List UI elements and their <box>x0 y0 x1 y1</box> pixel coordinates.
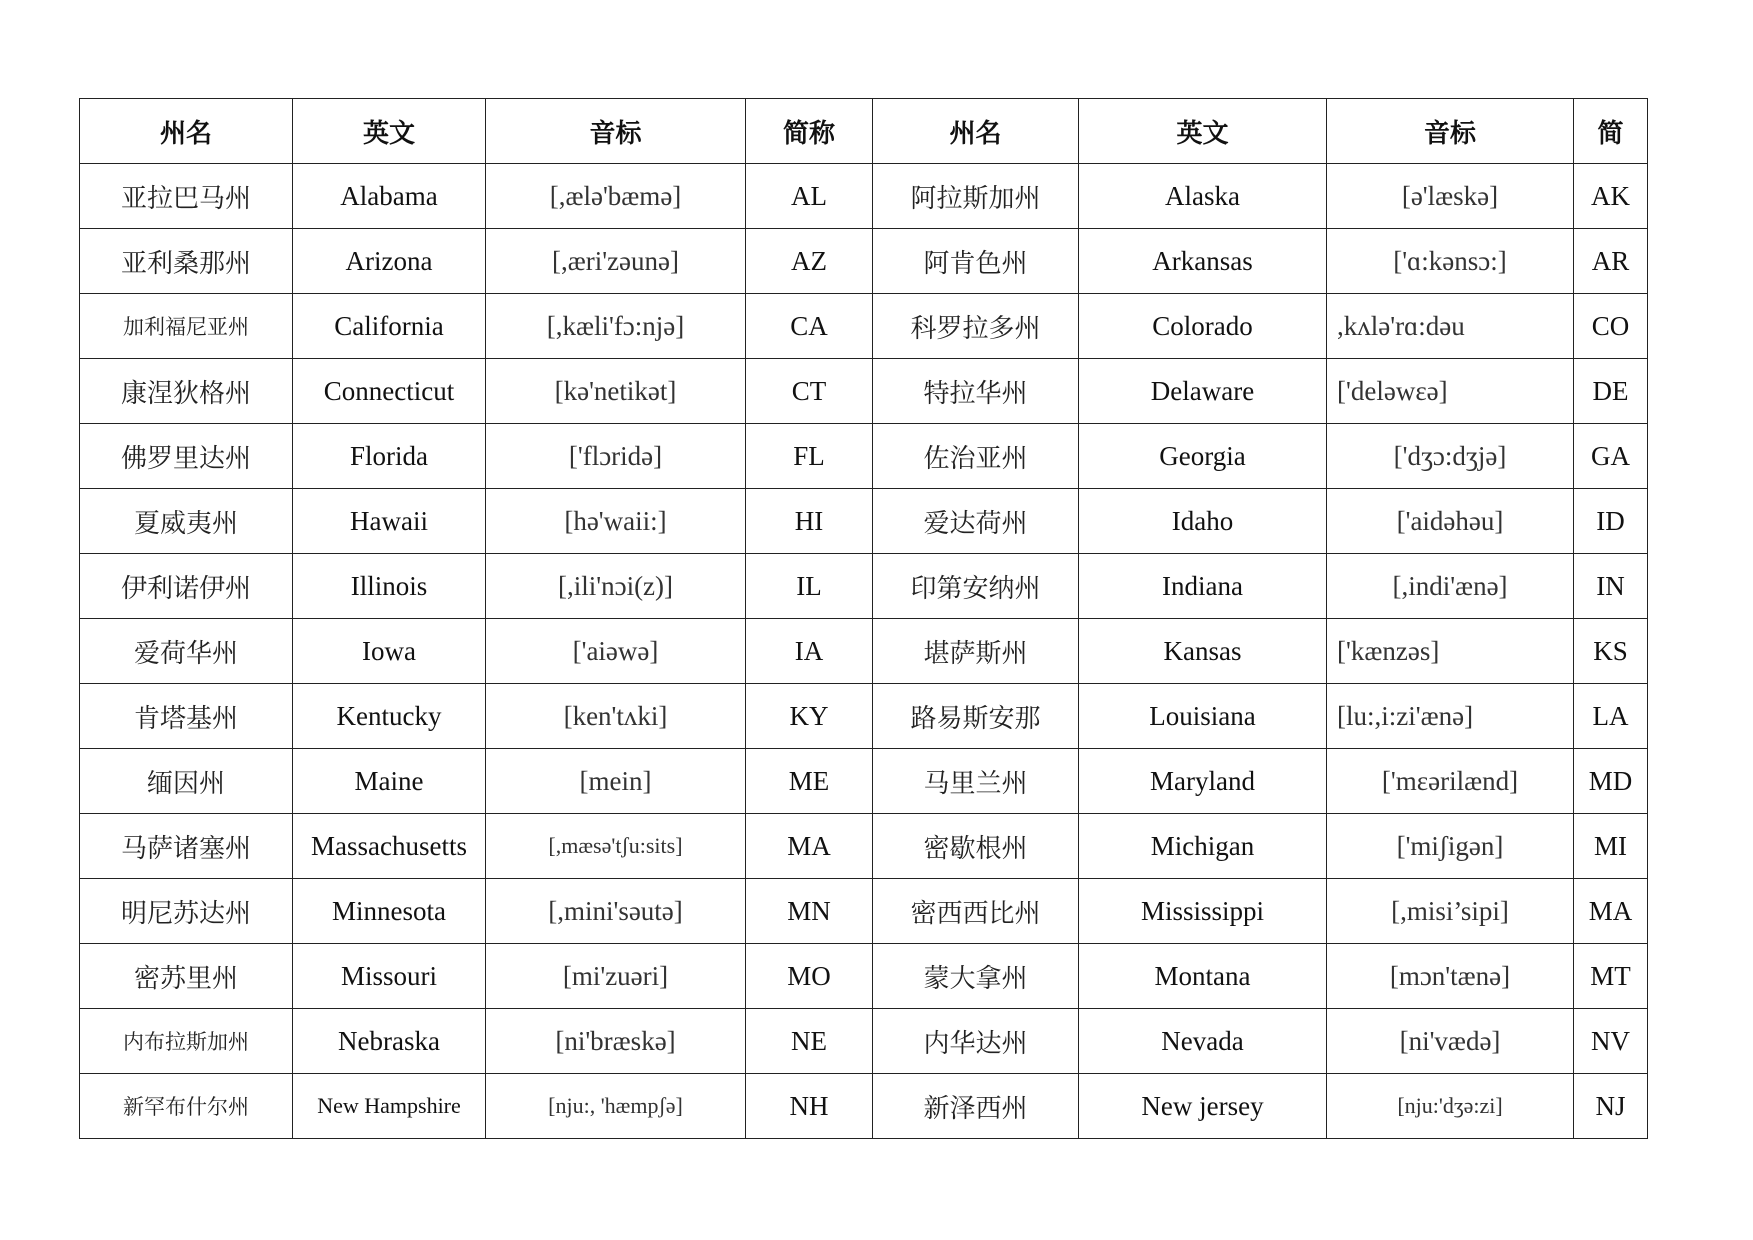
phonetic-cell: [ni'bræskə] <box>486 1009 746 1074</box>
state-en-cell: Nevada <box>1079 1009 1327 1074</box>
state-en-cell: Illinois <box>293 554 486 619</box>
header-state-en: 英文 <box>1079 99 1327 164</box>
phonetic-cell: [,æri'zəunə] <box>486 229 746 294</box>
phonetic-cell: ['aidəhəu] <box>1327 489 1574 554</box>
state-cn-cell: 肯塔基州 <box>80 684 293 749</box>
table-row <box>80 1009 1648 1074</box>
abbr-cell: NH <box>746 1074 873 1139</box>
state-en-cell: Maryland <box>1079 749 1327 814</box>
abbr-cell: NE <box>746 1009 873 1074</box>
table-row <box>80 359 1648 424</box>
state-en-cell: Missouri <box>293 944 486 1009</box>
state-cn-cell: 佛罗里达州 <box>80 424 293 489</box>
table-row <box>80 749 1648 814</box>
phonetic-cell: [,mæsə'tʃu:sits] <box>486 814 746 879</box>
table-row <box>80 229 1648 294</box>
table-row <box>80 814 1648 879</box>
abbr-cell: LA <box>1574 684 1648 749</box>
state-cn-cell: 路易斯安那 <box>873 684 1079 749</box>
abbr-cell: MI <box>1574 814 1648 879</box>
state-en-cell: Maine <box>293 749 486 814</box>
state-cn-cell: 马萨诸塞州 <box>80 814 293 879</box>
abbr-cell: NJ <box>1574 1074 1648 1139</box>
phonetic-cell: ['miʃigən] <box>1327 814 1574 879</box>
state-cn-cell: 新泽西州 <box>873 1074 1079 1139</box>
phonetic-cell: [,indi'ænə] <box>1327 554 1574 619</box>
state-cn-cell: 爱荷华州 <box>80 619 293 684</box>
abbr-cell: KY <box>746 684 873 749</box>
state-cn-cell: 阿拉斯加州 <box>873 164 1079 229</box>
abbr-cell: IL <box>746 554 873 619</box>
abbr-cell: ID <box>1574 489 1648 554</box>
phonetic-cell: ['aiəwə] <box>486 619 746 684</box>
phonetic-cell: [mi'zuəri] <box>486 944 746 1009</box>
state-en-cell: Alaska <box>1079 164 1327 229</box>
abbr-cell: MO <box>746 944 873 1009</box>
state-en-cell: Massachusetts <box>293 814 486 879</box>
phonetic-cell: [,ili'nɔi(z)] <box>486 554 746 619</box>
abbr-cell: NV <box>1574 1009 1648 1074</box>
abbr-cell: CO <box>1574 294 1648 359</box>
phonetic-cell: ['mɛərilænd] <box>1327 749 1574 814</box>
header-phonetic: 音标 <box>486 99 746 164</box>
phonetic-cell: [,misi’sipi] <box>1327 879 1574 944</box>
phonetic-cell: ['dʒɔ:dʒjə] <box>1327 424 1574 489</box>
state-en-cell: Nebraska <box>293 1009 486 1074</box>
state-en-cell: Michigan <box>1079 814 1327 879</box>
table-row <box>80 489 1648 554</box>
state-cn-cell: 夏威夷州 <box>80 489 293 554</box>
abbr-cell: CA <box>746 294 873 359</box>
header-row <box>80 99 1648 164</box>
state-en-cell: Connecticut <box>293 359 486 424</box>
abbr-cell: MA <box>1574 879 1648 944</box>
phonetic-cell: [,ælə'bæmə] <box>486 164 746 229</box>
header-abbr: 简 <box>1574 99 1648 164</box>
state-en-cell: Arizona <box>293 229 486 294</box>
phonetic-cell: [hə'waii:] <box>486 489 746 554</box>
state-cn-cell: 阿肯色州 <box>873 229 1079 294</box>
abbr-cell: AK <box>1574 164 1648 229</box>
phonetic-cell: [,kæli'fɔ:njə] <box>486 294 746 359</box>
state-cn-cell: 密西西比州 <box>873 879 1079 944</box>
state-cn-cell: 新罕布什尔州 <box>80 1074 293 1139</box>
state-cn-cell: 伊利诺伊州 <box>80 554 293 619</box>
abbr-cell: AL <box>746 164 873 229</box>
state-en-cell: Florida <box>293 424 486 489</box>
state-cn-cell: 内布拉斯加州 <box>80 1009 293 1074</box>
state-en-cell: New jersey <box>1079 1074 1327 1139</box>
abbr-cell: DE <box>1574 359 1648 424</box>
table-row <box>80 619 1648 684</box>
abbr-cell: MD <box>1574 749 1648 814</box>
state-cn-cell: 亚利桑那州 <box>80 229 293 294</box>
abbr-cell: AR <box>1574 229 1648 294</box>
abbr-cell: CT <box>746 359 873 424</box>
abbr-cell: MT <box>1574 944 1648 1009</box>
abbr-cell: MN <box>746 879 873 944</box>
header-abbr: 简称 <box>746 99 873 164</box>
state-en-cell: California <box>293 294 486 359</box>
state-cn-cell: 堪萨斯州 <box>873 619 1079 684</box>
phonetic-cell: [mein] <box>486 749 746 814</box>
table-row <box>80 424 1648 489</box>
state-en-cell: Alabama <box>293 164 486 229</box>
state-en-cell: Montana <box>1079 944 1327 1009</box>
us-states-table <box>79 98 1648 1139</box>
phonetic-cell: ['kænzəs] <box>1327 619 1574 684</box>
state-cn-cell: 佐治亚州 <box>873 424 1079 489</box>
header-state-cn: 州名 <box>80 99 293 164</box>
state-en-cell: Idaho <box>1079 489 1327 554</box>
phonetic-cell: [ni'vædə] <box>1327 1009 1574 1074</box>
state-en-cell: Kansas <box>1079 619 1327 684</box>
state-cn-cell: 康涅狄格州 <box>80 359 293 424</box>
abbr-cell: MA <box>746 814 873 879</box>
state-cn-cell: 蒙大拿州 <box>873 944 1079 1009</box>
abbr-cell: HI <box>746 489 873 554</box>
state-en-cell: Kentucky <box>293 684 486 749</box>
abbr-cell: AZ <box>746 229 873 294</box>
phonetic-cell: [nju:, 'hæmpʃə] <box>486 1074 746 1139</box>
state-cn-cell: 内华达州 <box>873 1009 1079 1074</box>
state-cn-cell: 亚拉巴马州 <box>80 164 293 229</box>
abbr-cell: IA <box>746 619 873 684</box>
state-cn-cell: 密苏里州 <box>80 944 293 1009</box>
state-en-cell: Indiana <box>1079 554 1327 619</box>
phonetic-cell: [ken'tʌki] <box>486 684 746 749</box>
state-cn-cell: 爱达荷州 <box>873 489 1079 554</box>
state-cn-cell: 明尼苏达州 <box>80 879 293 944</box>
state-en-cell: Colorado <box>1079 294 1327 359</box>
state-en-cell: Delaware <box>1079 359 1327 424</box>
phonetic-cell: [lu:,i:zi'ænə] <box>1327 684 1574 749</box>
state-en-cell: Georgia <box>1079 424 1327 489</box>
state-en-cell: Mississippi <box>1079 879 1327 944</box>
header-state-en: 英文 <box>293 99 486 164</box>
phonetic-cell: ['deləwɛə] <box>1327 359 1574 424</box>
table-row <box>80 164 1648 229</box>
header-phonetic: 音标 <box>1327 99 1574 164</box>
state-en-cell: Louisiana <box>1079 684 1327 749</box>
phonetic-cell: ,kʌlə'rɑ:dəu <box>1327 294 1574 359</box>
phonetic-cell: [,mini'səutə] <box>486 879 746 944</box>
state-cn-cell: 加利福尼亚州 <box>80 294 293 359</box>
table-row <box>80 294 1648 359</box>
table-row <box>80 684 1648 749</box>
phonetic-cell: [ə'læskə] <box>1327 164 1574 229</box>
table-row <box>80 879 1648 944</box>
state-cn-cell: 科罗拉多州 <box>873 294 1079 359</box>
abbr-cell: GA <box>1574 424 1648 489</box>
state-cn-cell: 印第安纳州 <box>873 554 1079 619</box>
abbr-cell: KS <box>1574 619 1648 684</box>
phonetic-cell: [kə'netikət] <box>486 359 746 424</box>
state-cn-cell: 缅因州 <box>80 749 293 814</box>
state-en-cell: New Hampshire <box>293 1074 486 1139</box>
table-row <box>80 554 1648 619</box>
state-en-cell: Hawaii <box>293 489 486 554</box>
phonetic-cell: [mɔn'tænə] <box>1327 944 1574 1009</box>
abbr-cell: ME <box>746 749 873 814</box>
abbr-cell: IN <box>1574 554 1648 619</box>
state-cn-cell: 马里兰州 <box>873 749 1079 814</box>
phonetic-cell: ['ɑ:kənsɔ:] <box>1327 229 1574 294</box>
table-row <box>80 1074 1648 1139</box>
state-en-cell: Minnesota <box>293 879 486 944</box>
table-row <box>80 944 1648 1009</box>
state-en-cell: Arkansas <box>1079 229 1327 294</box>
state-en-cell: Iowa <box>293 619 486 684</box>
state-cn-cell: 密歇根州 <box>873 814 1079 879</box>
abbr-cell: FL <box>746 424 873 489</box>
state-cn-cell: 特拉华州 <box>873 359 1079 424</box>
phonetic-cell: ['flɔridə] <box>486 424 746 489</box>
phonetic-cell: [nju:'dʒə:zi] <box>1327 1074 1574 1139</box>
header-state-cn: 州名 <box>873 99 1079 164</box>
